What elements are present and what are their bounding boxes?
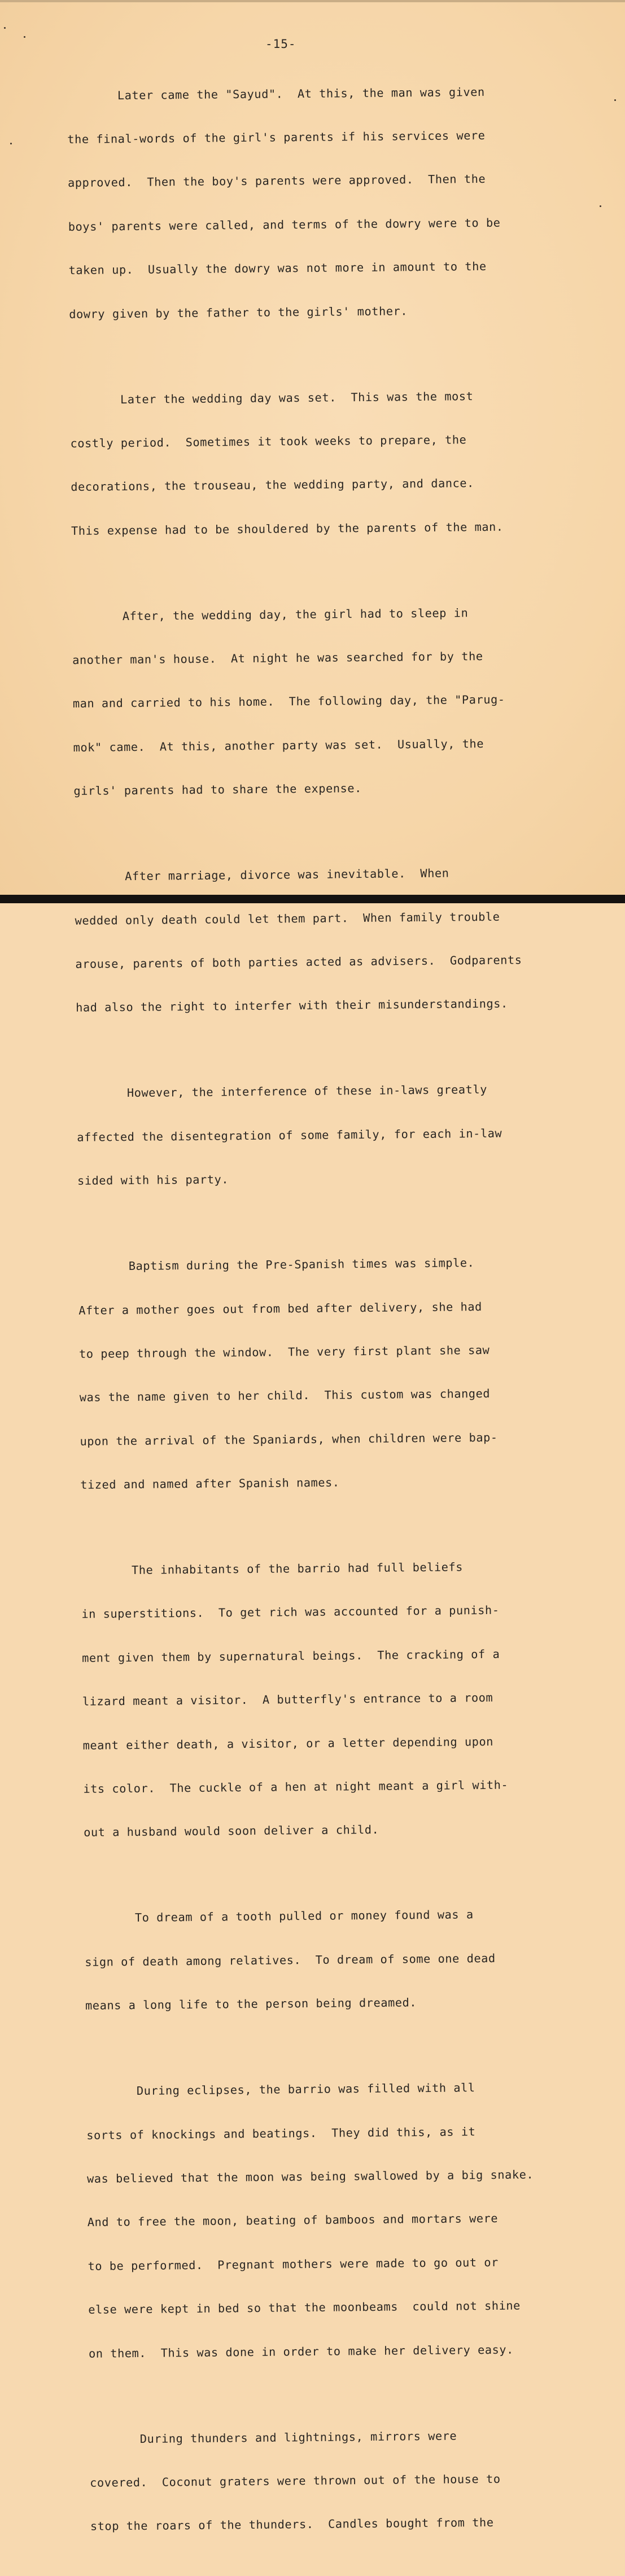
text-line: man and carried to his home. The following day, the "Parug- xyxy=(72,693,505,711)
text-line: its color. The cuckle of a hen at night meant a girl with- xyxy=(83,1778,509,1796)
scan-bottom-edge xyxy=(0,895,625,903)
text-line: After, the wedding day, the girl had to sleep in xyxy=(72,605,469,623)
text-line: to be performed. Pregnant mothers were made to go out or xyxy=(88,2255,499,2273)
document-body xyxy=(67,55,622,2576)
text-line: stop the roars of the thunders. Candles bought from the xyxy=(90,2516,494,2534)
paragraph-baptism xyxy=(78,1225,611,1522)
text-line: costly period. Sometimes it took weeks to prepare, the xyxy=(70,433,467,450)
text-line: After marriage, divorce was inevitable. When xyxy=(74,866,449,884)
paragraph-dreams xyxy=(84,1878,617,2043)
paragraph-superstitions xyxy=(81,1529,615,1869)
text-line: taken up. Usually the dowry was not more in amount to the xyxy=(68,260,487,278)
text-line: To dream of a tooth pulled or money found was a xyxy=(84,1907,474,1926)
paragraph-thunders xyxy=(89,2398,622,2564)
page-top-edge xyxy=(0,0,625,2)
text-line: was the name given to her child. This custom was changed xyxy=(79,1387,491,1405)
text-line: was believed that the moon was being swallowed by a big snake. xyxy=(86,2168,534,2186)
text-line: the final-words of the girl's parents if his services were xyxy=(67,128,486,146)
paragraph-in-laws xyxy=(76,1053,609,1218)
text-line: to peep through the window. The very first plant she saw xyxy=(78,1343,490,1361)
paper-speck xyxy=(10,143,12,144)
text-line: sorts of knockings and beatings. They did this, as it xyxy=(86,2124,476,2142)
text-line: lizard meant a visitor. A butterfly's entrance to a room xyxy=(82,1691,493,1709)
text-line: wedded only death could let them part. When family trouble xyxy=(75,909,500,927)
text-line: else were kept in bed so that the moonbeams could not shine xyxy=(88,2298,521,2316)
text-line: sided with his party. xyxy=(77,1172,229,1188)
text-line: in superstitions. To get rich was accounted for a punish- xyxy=(81,1603,500,1621)
paper-speck xyxy=(600,205,601,207)
text-line: Later the wedding day was set. This was the most xyxy=(69,389,474,407)
text-line: on them. This was done in order to make her delivery easy. xyxy=(88,2342,514,2360)
text-line: tized and named after Spanish names. xyxy=(80,1475,340,1492)
text-line: arouse, parents of both parties acted as advisers. Godparents xyxy=(75,953,522,971)
text-line: another man's house. At night he was searched for by the xyxy=(72,649,483,667)
text-line: boys' parents were called, and terms of the dowry were to be xyxy=(68,216,501,234)
paragraph-after-wedding xyxy=(72,575,605,828)
text-line: ment given them by supernatural beings. The cracking of a xyxy=(82,1647,500,1665)
text-line: The inhabitants of the barrio had full beliefs xyxy=(81,1560,464,1577)
text-line: had also the right to interfer with their misunderstandings. xyxy=(76,996,508,1015)
text-line: However, the interference of these in-laws greatly xyxy=(76,1083,488,1101)
paragraph-divorce xyxy=(74,836,606,1045)
text-line: This expense had to be shouldered by the parents of the man. xyxy=(71,520,504,538)
text-line: girls' parents had to share the expense. xyxy=(73,781,362,798)
text-line: upon the arrival of the Spaniards, when children were bap- xyxy=(80,1430,498,1448)
page-number: -15- xyxy=(265,37,296,51)
paper-speck xyxy=(4,27,6,29)
text-line: meant either death, a visitor, or a letter depending upon xyxy=(82,1734,494,1752)
text-line: decorations, the trouseau, the wedding party, and dance. xyxy=(71,476,474,494)
paragraph-eclipses xyxy=(86,2050,620,2390)
text-line: covered. Coconut graters were thrown out of the house to xyxy=(90,2472,501,2490)
paper-speck xyxy=(24,36,25,38)
text-line: sign of death among relatives. To dream of some one dead xyxy=(85,1951,496,1969)
text-line: dowry given by the father to the girls' mother. xyxy=(69,304,408,321)
paragraph-wedding-day xyxy=(69,359,602,568)
text-line: out a husband would soon deliver a child. xyxy=(84,1823,379,1840)
paragraph-sayud xyxy=(67,55,600,351)
paper-speck xyxy=(614,99,616,101)
text-line: mok" came. At this, another party was set. Usually, the xyxy=(73,736,484,754)
text-line: approved. Then the boy's parents were approved. Then the xyxy=(67,172,486,190)
text-line: affected the disentegration of some family, for each in-law xyxy=(77,1126,502,1144)
text-line: After a mother goes out from bed after delivery, she had xyxy=(78,1299,482,1317)
text-line: Baptism during the Pre-Spanish times was simple. xyxy=(78,1256,475,1274)
text-line: means a long life to the person being dreamed. xyxy=(85,1995,417,2013)
text-line: During eclipses, the barrio was filled with all xyxy=(86,2081,475,2099)
text-line: And to free the moon, beating of bamboos and mortars were xyxy=(87,2212,499,2230)
text-line: During thunders and lightnings, mirrors were xyxy=(89,2429,457,2446)
text-line: Later came the "Sayud". At this, the man was given xyxy=(67,85,485,103)
